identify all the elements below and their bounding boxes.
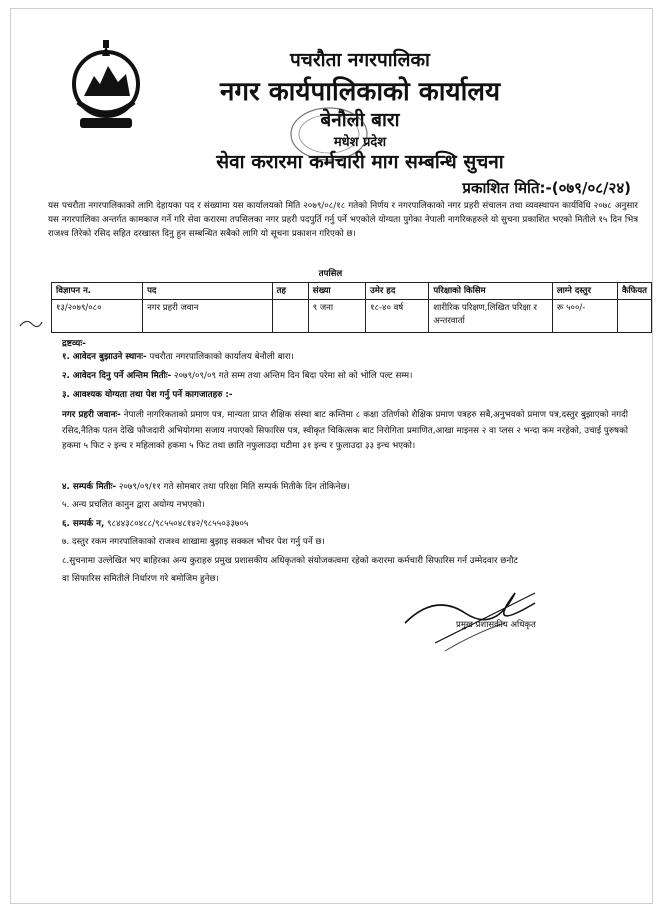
note-2-text: २०७९/०९/०९ गते सम्म तथा अन्तिम दिन बिदा परेमा सो को भोलि पल्ट सम्म।: [171, 371, 413, 381]
vacancy-table: [51, 282, 652, 333]
note-4-text: २०७९/०९/११ गते सोमबार तथा परिक्षा मिति सम्पर्क मितीके दिन तोकिनेछ।: [116, 482, 350, 492]
published-date: प्रकाशित मिति:-(०७९/०८/२४): [462, 179, 631, 197]
note-5: ५. अन्य प्रचलित कानुन द्वारा अयोग्य नभएको।: [62, 500, 205, 510]
note-2: [62, 369, 412, 381]
org-name: पचरौता नगरपालिका: [290, 49, 430, 71]
requirements-text: नेपाली नागरिकताको प्रमाण पत्र, मान्यता प्राप्त शैक्षिक संस्था बाट कम्तिमा ८ कक्षा उतिर्णको शैक्षिक प्रमाण पत्रहरु सबै,अनुभवको प्रमाण पत्र,दस्तुर बुझाएको नगदी रसिद,नैतिक पतन देखि फौजदारी अभियोगमा सजाय नपाएको सिफारिस पत्र, स्वीकृत चिकित्सक बाट निरोगिता प्रमाणित,आखा माइनस २ वा प्लस २ भन्दा कम नरहेको, उचाई पुरुषको हकमा ५ फिट २ इन्च र महिलाको हकमा ५ फिट तथा छाति नफुलाउदा घटीमा ३१ इन्च र फुलाउदा ३३ इन्च भएको।: [62, 410, 628, 451]
notes-title: द्रष्टव्यः-: [62, 339, 86, 349]
table-header-row: [52, 283, 652, 300]
note-6-text: ९८४४३८०४८८/९८५५०४८१४२/९८५५०३३७०५: [104, 519, 249, 529]
cell-post: नगर प्रहरी जवान: [143, 300, 273, 333]
note-3: [62, 388, 233, 400]
col-ad-number: विज्ञापन न.: [52, 283, 143, 300]
note-8-continued: वा सिफारिस समितीले निर्धारण गरे बमोजिम हुनेछ।: [62, 574, 219, 584]
cell-fee: रू ५००/-: [552, 300, 617, 333]
note-6: [62, 517, 248, 529]
requirements-label: नगर प्रहरी जवानः-: [62, 410, 121, 420]
col-level: तह: [272, 283, 308, 300]
cell-level: [272, 300, 308, 333]
col-post: पद: [143, 283, 273, 300]
note-1-label: १. आवेदन बुझाउने स्थानः-: [62, 352, 147, 362]
note-4-label: ४. सम्पर्क मितीः-: [62, 482, 117, 492]
note-8: ८.सुचनामा उल्लेखित भए बाहिरका अन्य कुराहरु प्रमुख प्रशासकीय अधिकृतको संयोजकत्वमा रहेको करारमा कर्मचारी सिफारिस गर्न उम्मेदवार छनौट: [62, 556, 518, 566]
cell-remarks: [617, 300, 651, 333]
office-name: नगर कार्यपालिकाको कार्यालय: [219, 77, 501, 107]
cell-ad-number: १३/२०७९/०८०: [52, 300, 143, 333]
note-1-text: पचरौता नगरपालिकाको कार्यालय बेनौली बारा।: [146, 352, 294, 362]
pen-mark-icon: [18, 316, 44, 330]
notice-title: सेवा करारमा कर्मचारी माग सम्बन्धि सुचना: [216, 151, 504, 173]
col-count: संख्या: [308, 283, 365, 300]
table-caption: तपसिल: [318, 269, 343, 279]
intro-paragraph: यस पचरौता नगरपालिकाको लागि देहायका पद र संख्यामा यस कार्यालयको मिति २०७९/०८/१८ गतेको निर्णय र नगरपालिकाको नगर प्रहरी संचालन तथा व्यवस्थापन कार्यविधि २०७८ अनुसार यस नगरपालिका अन्तर्गत कामकाज गर्ने गरि सेवा करारमा तपसिलका नगर प्रहरी पदपुर्ति गर्नु पर्ने भएकोले योग्यता पुगेका नेपाली नागरिकहरुले यो सुचना प्रकाशित भएको मितीले १५ दिन भित्र राजश्व तिरेको रसिद सहित दरखास्त दिनु हुन सम्बन्धित सबैको लागि यो सूचना प्रकाशन गरिएको छ।: [48, 201, 638, 240]
note-2-label: २. आवेदन दिनु पर्ने अन्तिम मितीः-: [62, 371, 172, 381]
province-name: मधेश प्रदेश: [333, 135, 387, 150]
signature-icon: [395, 573, 545, 663]
col-fee: लाग्ने दस्तुर: [552, 283, 617, 300]
cell-age-limit: १८-४० वर्ष: [366, 300, 429, 333]
col-age-limit: उमेर हद: [366, 283, 429, 300]
note-1: [62, 350, 294, 362]
office-location: बेनौली बारा: [320, 109, 400, 131]
note-3-label: ३. आवश्यक योग्यता तथा पेश गर्नु पर्ने कागजातहरु :-: [62, 390, 233, 400]
note-7: ७. दस्तुर रकम नगरपालिकाको राजश्व शाखामा बुझाइ सक्कल भौचर पेश गर्नु पर्ने छ।: [62, 537, 325, 547]
cell-exam-type: शारीरिक परिक्षण,लिखित परिक्षा र अन्तरवार्ता: [429, 300, 552, 333]
cell-count: ९ जना: [308, 300, 365, 333]
note-4: [62, 480, 350, 492]
col-exam-type: परिक्षाको किसिम: [429, 283, 552, 300]
signatory-title: प्रमुख प्रशासकीय अधिकृत: [456, 620, 536, 630]
note-6-label: ६. सम्पर्क न,: [62, 519, 105, 529]
col-remarks: कैफियत: [617, 283, 651, 300]
table-row: [52, 300, 652, 333]
nepal-emblem-icon: [70, 40, 142, 134]
requirements-paragraph: [62, 408, 628, 455]
